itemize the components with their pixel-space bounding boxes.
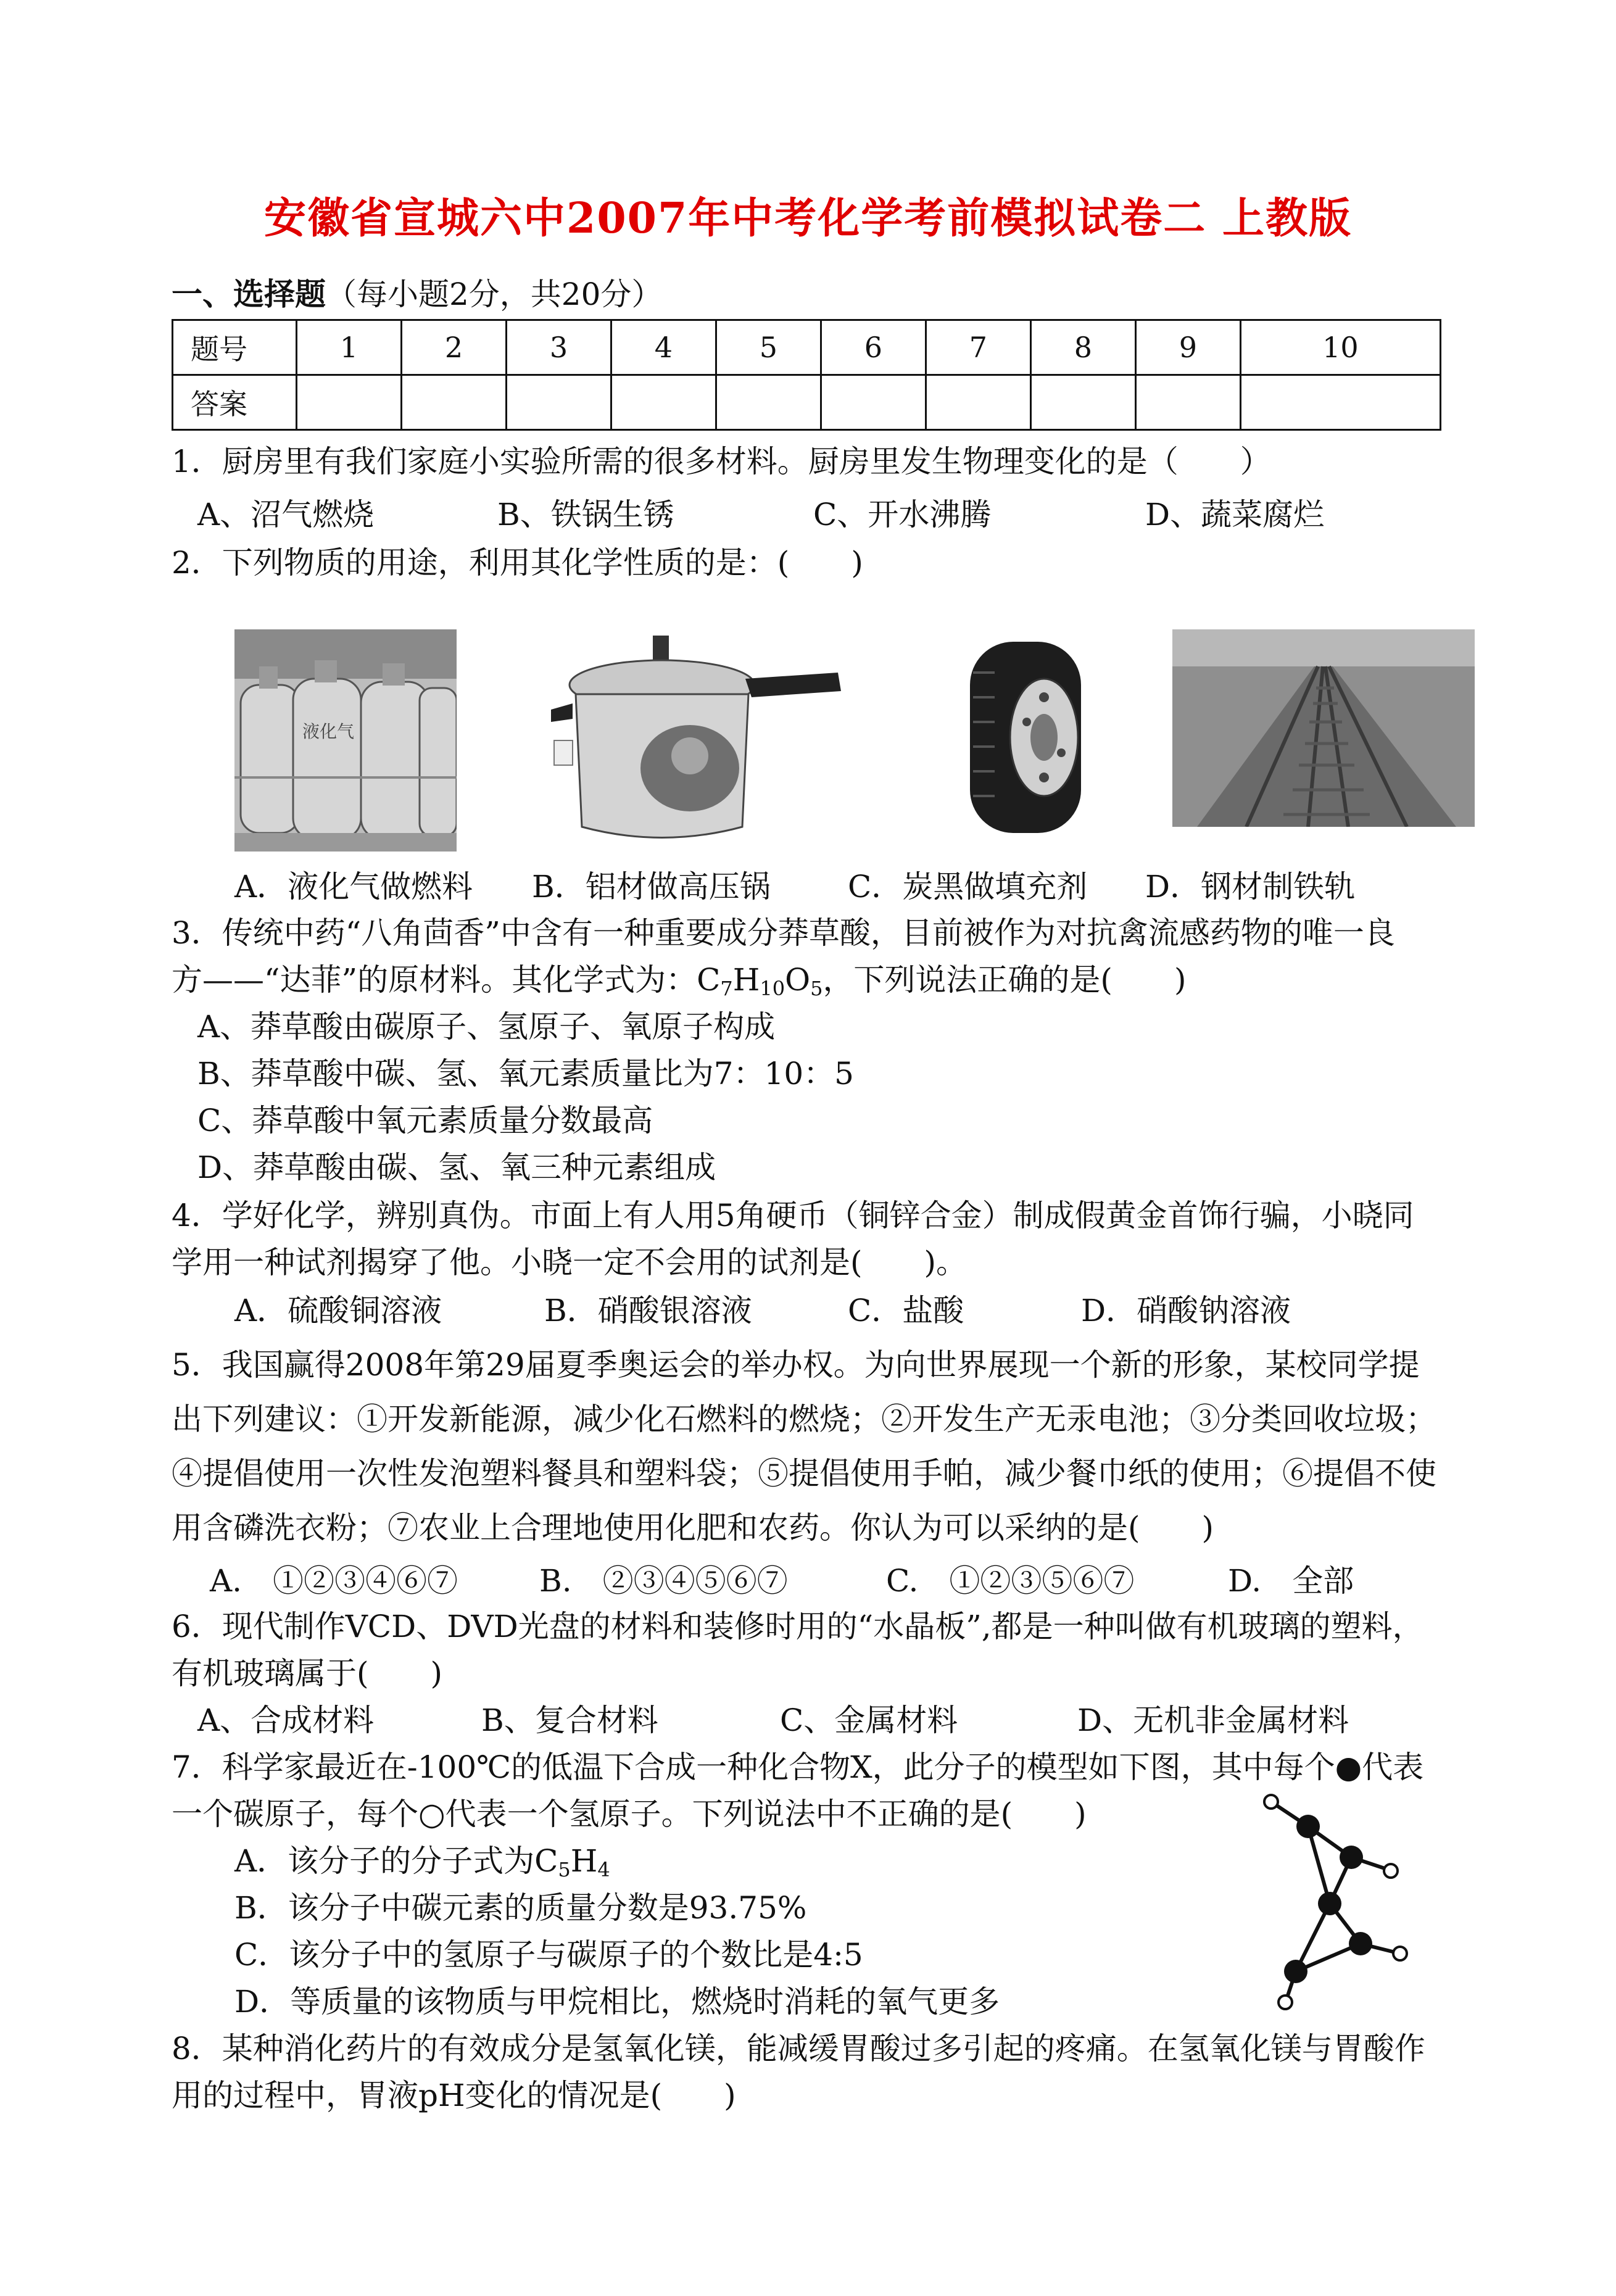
question-1-option-a: A、沼气燃烧 [197,497,375,533]
q7a-sub-h: 4 [597,1858,610,1881]
section-heading [172,275,662,314]
question-6-option-a: A、合成材料 [197,1702,375,1738]
q7a-text-b: H [570,1843,598,1879]
page-title: 安徽省宣城六中2007年中考化学考前模拟试卷二 上教版 [264,194,1352,243]
answer-cell[interactable] [1135,375,1240,430]
question-1-option-b: B、铁锅生锈 [497,497,674,533]
answer-row-label: 答案 [173,375,297,430]
question-3-option-b: B、莽草酸中碳、氢、氧元素质量比为7：10：5 [197,1056,854,1092]
question-4-option-a: A．硫酸铜溶液 [234,1293,442,1328]
question-6-option-c: C、金属材料 [780,1702,958,1738]
question-6-stem-line2: 有机玻璃属于( ) [172,1656,443,1691]
answer-cell[interactable] [611,375,716,430]
tire-image [958,636,1100,845]
number-row-label: 题号 [173,320,297,375]
question-5-line1: 5．我国赢得2008年第29届夏季奥运会的举办权。为向世界展现一个新的形象，某校同学提 [172,1347,1420,1383]
question-2-option-c: C．炭黑做填充剂 [848,869,1088,905]
question-number-cell: 4 [611,320,716,375]
question-4-option-b: B．硝酸银溶液 [544,1293,752,1328]
question-3-option-a: A、莽草酸由碳原子、氢原子、氧原子构成 [197,1009,776,1045]
railway-track-image [1172,629,1475,827]
question-3-stem-line2 [172,960,1186,1008]
q3-sub-h: 10 [760,977,785,1000]
answer-table-number-row [173,320,1441,375]
question-number-cell: 2 [401,320,506,375]
answer-table-answer-row [173,375,1441,430]
question-number-cell: 3 [506,320,611,375]
q3-sub-c: 7 [720,977,733,1000]
question-5-line3: ④提倡使用一次性发泡塑料餐具和塑料袋；⑤提倡使用手帕，减少餐巾纸的使用；⑥提倡不使 [172,1456,1436,1491]
question-6-option-b: B、复合材料 [481,1702,658,1738]
answer-cell[interactable] [401,375,506,430]
gas-cylinders-image [234,629,457,852]
question-4-option-d: D．硝酸钠溶液 [1081,1293,1291,1328]
answer-cell[interactable] [297,375,402,430]
question-5-line2: 出下列建议：①开发新能源，减少化石燃料的燃烧；②开发生产无汞电池；③分类回收垃圾； [172,1401,1436,1437]
section-heading-label: 一、选择题 [172,276,326,312]
question-5-option-a: A. ①②③④⑥⑦ [210,1563,458,1599]
question-number-cell: 8 [1030,320,1135,375]
question-3-stem-line1: 3．传统中药“八角茴香”中含有一种重要成分莽草酸，目前被作为对抗禽流感药物的唯一良 [172,915,1395,951]
question-5-option-d: D. 全部 [1228,1563,1354,1599]
answer-table [172,319,1441,431]
pressure-cooker-image [548,636,844,845]
question-1-option-c: C、开水沸腾 [813,497,992,533]
question-6-option-d: D、无机非金属材料 [1077,1702,1349,1738]
question-3-option-c: C、莽草酸中氧元素质量分数最高 [197,1103,653,1138]
question-7-stem-line2: 一个碳原子，每个○代表一个氢原子。下列说法中不正确的是( ) [172,1796,1087,1832]
answer-cell[interactable] [926,375,1030,430]
answer-cell[interactable] [506,375,611,430]
question-7-option-c: C．该分子中的氢原子与碳原子的个数比是4:5 [234,1937,863,1973]
answer-cell[interactable] [1240,375,1440,430]
answer-cell[interactable] [716,375,821,430]
question-5-line4: 用含磷洗衣粉；⑦农业上合理地使用化肥和农药。你认为可以采纳的是( ) [172,1510,1214,1546]
question-6-stem-line1: 6．现代制作VCD、DVD光盘的材料和装修时用的“水晶板”,都是一种叫做有机玻璃的塑料， [172,1609,1423,1644]
question-8-stem-line1: 8．某种消化药片的有效成分是氢氧化镁，能减缓胃酸过多引起的疼痛。在氢氧化镁与胃酸作 [172,2031,1425,2066]
svg-text:液化气: 液化气 [302,721,355,742]
q3-text-d: ，下列说法正确的是( ) [823,962,1187,998]
question-4-stem-line1: 4．学好化学，辨别真伪。市面上有人用5角硬币（铜锌合金）制成假黄金首饰行骗，小晓同 [172,1198,1414,1233]
question-1-stem: 1．厨房里有我们家庭小实验所需的很多材料。厨房里发生物理变化的是（ ） [172,444,1271,479]
question-2-stem: 2．下列物质的用途，利用其化学性质的是：( ) [172,545,863,581]
question-3-option-d: D、莽草酸由碳、氢、氧三种元素组成 [197,1150,716,1185]
question-number-cell: 7 [926,320,1030,375]
question-1-option-d: D、蔬菜腐烂 [1145,497,1325,533]
question-7-stem-line1: 7．科学家最近在-100℃的低温下合成一种化合物X，此分子的模型如下图，其中每个●代表 [172,1749,1424,1785]
question-4-stem-line2: 学用一种试剂揭穿了他。小晓一定不会用的试剂是( )。 [172,1245,968,1280]
q7a-sub-c: 5 [558,1858,571,1881]
question-number-cell: 9 [1135,320,1240,375]
question-number-cell: 10 [1240,320,1440,375]
question-2-option-b: B．铝材做高压锅 [532,869,771,905]
q7a-text-a: A．该分子的分子式为C [234,1843,558,1879]
molecule-model-diagram [1259,1789,1444,2036]
question-5-option-b: B. ②③④⑤⑥⑦ [539,1563,788,1599]
q3-sub-o: 5 [810,977,823,1000]
question-4-option-c: C．盐酸 [848,1293,964,1328]
q3-text-b: H [732,962,760,998]
question-7-option-a [234,1841,610,1889]
answer-cell[interactable] [821,375,926,430]
question-number-cell: 5 [716,320,821,375]
question-7-option-d: D．等质量的该物质与甲烷相比，燃烧时消耗的氧气更多 [234,1984,1000,2020]
q3-text-a: 方——“达菲”的原材料。其化学式为：C [172,962,721,998]
question-5-option-c: C. ①②③⑤⑥⑦ [886,1563,1135,1599]
question-number-cell: 6 [821,320,926,375]
question-number-cell: 1 [297,320,402,375]
answer-cell[interactable] [1030,375,1135,430]
q3-text-c: O [785,962,811,998]
question-7-option-b: B．该分子中碳元素的质量分数是93.75% [234,1890,807,1926]
question-2-option-a: A．液化气做燃料 [234,869,473,905]
question-2-option-d: D．钢材制铁轨 [1145,869,1356,905]
section-heading-note: （每小题2分，共20分） [326,276,663,312]
question-8-stem-line2: 用的过程中，胃液pH变化的情况是( ) [172,2078,736,2113]
